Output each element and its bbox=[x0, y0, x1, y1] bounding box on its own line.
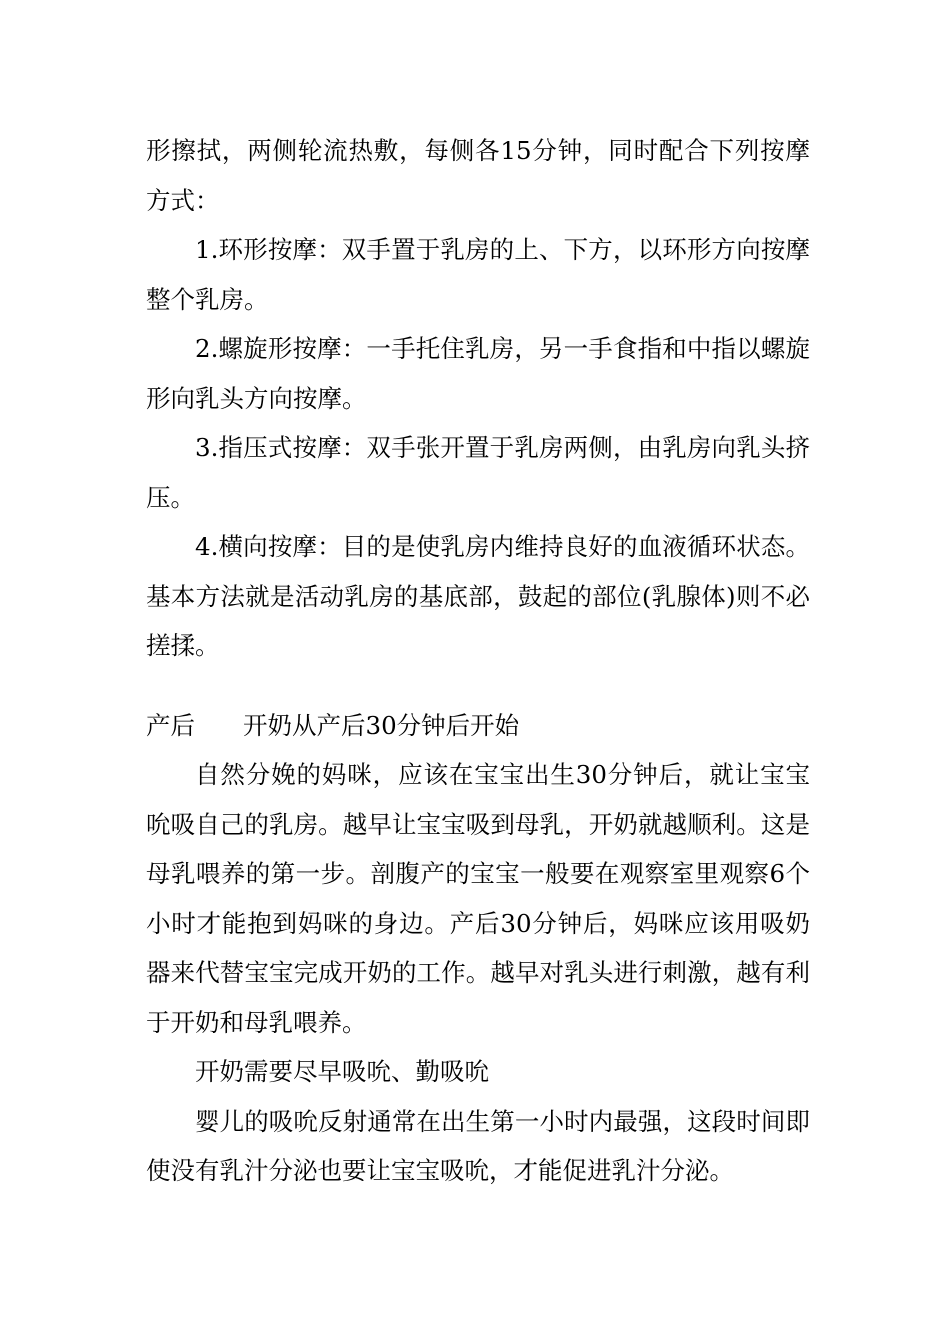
paragraph-subheading-suckle: 开奶需要尽早吸吮、勤吸吮 bbox=[195, 1057, 489, 1086]
section-label: 产后 bbox=[146, 710, 195, 740]
document-body bbox=[146, 126, 810, 1196]
paragraph-continuation: 形擦拭，两侧轮流热敷，每侧各15分钟，同时配合下列按摩方式： bbox=[146, 136, 810, 215]
paragraph-spiral-massage: 2.螺旋形按摩：一手托住乳房，另一手食指和中指以螺旋形向乳头方向按摩。 bbox=[146, 334, 810, 413]
paragraph-transverse-massage: 4.横向按摩：目的是使乳房内维持良好的血液循环状态。基本方法就是活动乳房的基底部，鼓起的部位(乳腺体)则不必搓揉。 bbox=[146, 532, 810, 660]
paragraph-suckling-reflex: 婴儿的吸吮反射通常在出生第一小时内最强，这段时间即使没有乳汁分泌也要让宝宝吸吮，才能促进乳汁分泌。 bbox=[146, 1106, 810, 1185]
paragraph-natural-birth: 自然分娩的妈咪，应该在宝宝出生30分钟后，就让宝宝吮吸自己的乳房。越早让宝宝吸到母乳，开奶就越顺利。这是母乳喂养的第一步。剖腹产的宝宝一般要在观察室里观察6个小时才能抱到妈咪的身边。产后30分钟后，妈咪应该用吸奶器来代替宝宝完成开奶的工作。越早对乳头进行刺激，越有利于开奶和母乳喂养。 bbox=[146, 760, 810, 1037]
section-title: 开奶从产后30分钟后开始 bbox=[243, 710, 520, 740]
paragraph-ring-massage: 1.环形按摩：双手置于乳房的上、下方，以环形方向按摩整个乳房。 bbox=[146, 235, 810, 314]
section-heading bbox=[146, 701, 810, 751]
paragraph-acupressure-massage: 3.指压式按摩：双手张开置于乳房两侧，由乳房向乳头挤压。 bbox=[146, 433, 810, 512]
